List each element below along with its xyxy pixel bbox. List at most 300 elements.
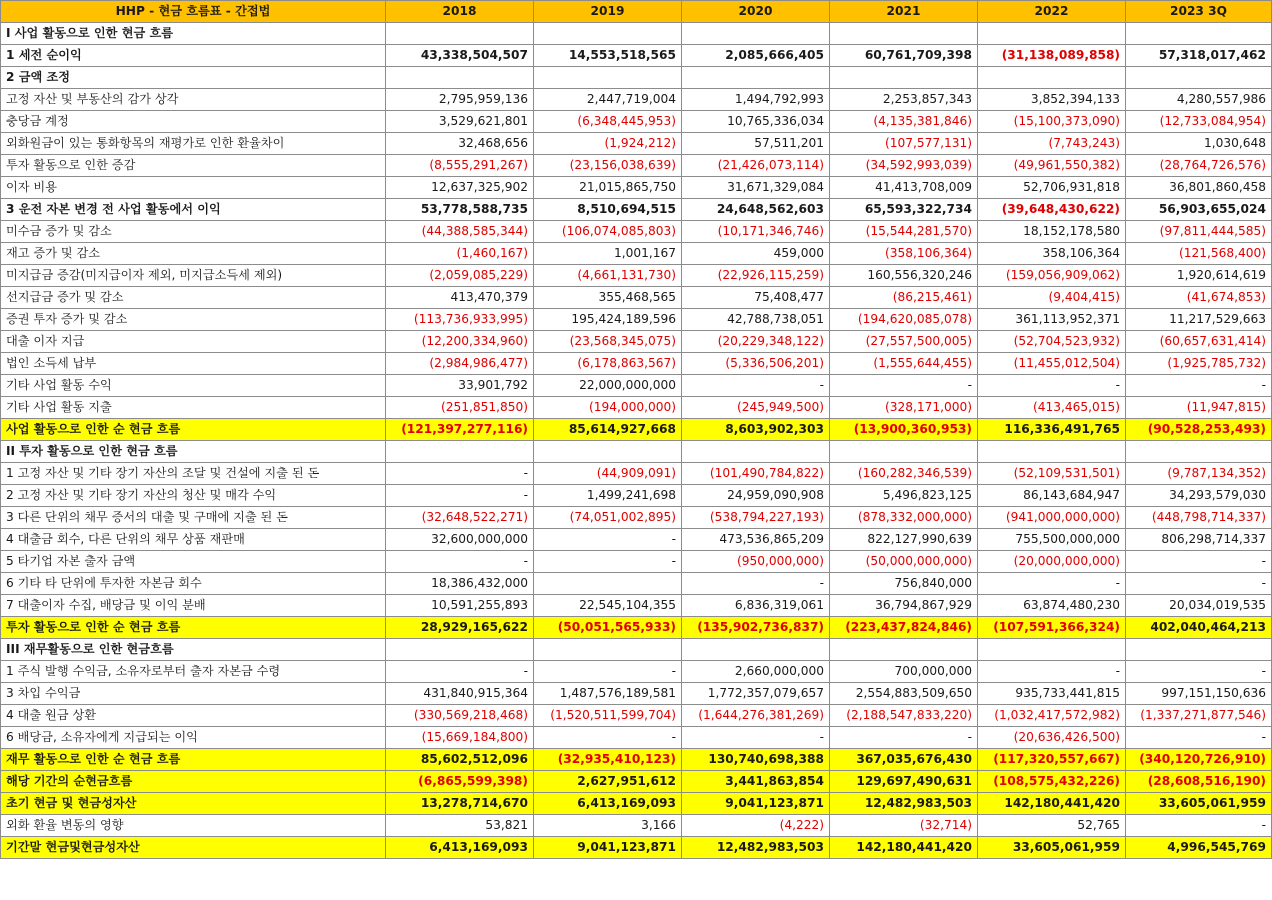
value-cell[interactable]: 34,293,579,030 xyxy=(1126,485,1272,507)
table-row xyxy=(1,111,1272,133)
table-row xyxy=(1,727,1272,749)
value-cell[interactable]: (50,000,000,000) xyxy=(830,551,978,573)
row-label-cell[interactable]: 투자 활동으로 인한 증감 xyxy=(1,155,386,177)
value-cell[interactable]: (340,120,726,910) xyxy=(1126,749,1272,771)
value-cell[interactable]: 21,015,865,750 xyxy=(534,177,682,199)
value-cell[interactable]: (21,426,073,114) xyxy=(682,155,830,177)
value-cell[interactable]: 12,637,325,902 xyxy=(386,177,534,199)
row-label-cell[interactable]: 충당금 계정 xyxy=(1,111,386,133)
value-cell[interactable]: (2,188,547,833,220) xyxy=(830,705,978,727)
table-row xyxy=(1,595,1272,617)
year-header[interactable]: 2020 xyxy=(682,1,830,23)
value-cell[interactable]: 4,996,545,769 xyxy=(1126,837,1272,859)
value-cell[interactable]: 42,788,738,051 xyxy=(682,309,830,331)
value-cell[interactable]: (15,669,184,800) xyxy=(386,727,534,749)
value-cell[interactable] xyxy=(830,639,978,661)
value-cell[interactable]: (448,798,714,337) xyxy=(1126,507,1272,529)
value-cell[interactable]: 18,152,178,580 xyxy=(978,221,1126,243)
value-cell[interactable]: 459,000 xyxy=(682,243,830,265)
value-cell[interactable]: 24,959,090,908 xyxy=(682,485,830,507)
value-cell[interactable] xyxy=(386,23,534,45)
value-cell[interactable]: (49,961,550,382) xyxy=(978,155,1126,177)
value-cell[interactable]: 60,761,709,398 xyxy=(830,45,978,67)
row-label-cell[interactable]: 외화원금이 있는 통화항목의 재평가로 인한 환율차이 xyxy=(1,133,386,155)
value-cell[interactable]: 2,554,883,509,650 xyxy=(830,683,978,705)
value-cell[interactable]: (5,336,506,201) xyxy=(682,353,830,375)
value-cell[interactable]: 22,000,000,000 xyxy=(534,375,682,397)
row-label-cell[interactable]: 법인 소득세 납부 xyxy=(1,353,386,375)
value-cell[interactable]: - xyxy=(1126,661,1272,683)
value-cell[interactable]: - xyxy=(682,375,830,397)
value-cell[interactable]: 195,424,189,596 xyxy=(534,309,682,331)
value-cell[interactable]: 2,795,959,136 xyxy=(386,89,534,111)
header-row xyxy=(1,1,1272,23)
value-cell[interactable]: 56,903,655,024 xyxy=(1126,199,1272,221)
value-cell[interactable] xyxy=(682,441,830,463)
value-cell[interactable]: 997,151,150,636 xyxy=(1126,683,1272,705)
value-cell[interactable]: 2,085,666,405 xyxy=(682,45,830,67)
value-cell[interactable]: (159,056,909,062) xyxy=(978,265,1126,287)
value-cell[interactable]: 1,772,357,079,657 xyxy=(682,683,830,705)
row-label-cell[interactable]: 사업 활동으로 인한 순 현금 흐름 xyxy=(1,419,386,441)
value-cell[interactable]: 33,605,061,959 xyxy=(978,837,1126,859)
row-label-cell[interactable]: 선지급금 증가 및 감소 xyxy=(1,287,386,309)
value-cell[interactable]: (32,648,522,271) xyxy=(386,507,534,529)
value-cell[interactable]: (194,000,000) xyxy=(534,397,682,419)
value-cell[interactable]: (20,000,000,000) xyxy=(978,551,1126,573)
value-cell[interactable]: (32,714) xyxy=(830,815,978,837)
value-cell[interactable]: (1,460,167) xyxy=(386,243,534,265)
value-cell[interactable]: 431,840,915,364 xyxy=(386,683,534,705)
value-cell[interactable]: - xyxy=(534,551,682,573)
table-row xyxy=(1,837,1272,859)
sheet-title[interactable]: HHP - 현금 흐름표 - 간접법 xyxy=(1,1,386,23)
value-cell[interactable]: 5,496,823,125 xyxy=(830,485,978,507)
value-cell[interactable]: (6,178,863,567) xyxy=(534,353,682,375)
value-cell[interactable]: (113,736,933,995) xyxy=(386,309,534,331)
value-cell[interactable]: 2,253,857,343 xyxy=(830,89,978,111)
value-cell[interactable]: (7,743,243) xyxy=(978,133,1126,155)
value-cell[interactable]: 1,487,576,189,581 xyxy=(534,683,682,705)
value-cell[interactable] xyxy=(534,67,682,89)
value-cell[interactable]: 1,494,792,993 xyxy=(682,89,830,111)
value-cell[interactable]: (194,620,085,078) xyxy=(830,309,978,331)
row-label-cell[interactable]: 대출 이자 지급 xyxy=(1,331,386,353)
value-cell[interactable]: 36,801,860,458 xyxy=(1126,177,1272,199)
value-cell[interactable]: 9,041,123,871 xyxy=(682,793,830,815)
value-cell[interactable] xyxy=(1126,67,1272,89)
value-cell[interactable]: (101,490,784,822) xyxy=(682,463,830,485)
value-cell[interactable]: 473,536,865,209 xyxy=(682,529,830,551)
value-cell[interactable] xyxy=(386,441,534,463)
row-label-cell[interactable]: 외화 환율 변동의 영향 xyxy=(1,815,386,837)
value-cell[interactable]: (86,215,461) xyxy=(830,287,978,309)
row-label-cell[interactable]: 3 다른 단위의 채무 증서의 대출 및 구매에 지출 된 돈 xyxy=(1,507,386,529)
value-cell[interactable]: 75,408,477 xyxy=(682,287,830,309)
value-cell[interactable]: 43,338,504,507 xyxy=(386,45,534,67)
table-row xyxy=(1,441,1272,463)
value-cell[interactable]: (107,577,131) xyxy=(830,133,978,155)
value-cell[interactable]: 8,510,694,515 xyxy=(534,199,682,221)
table-row xyxy=(1,45,1272,67)
value-cell[interactable]: (1,555,644,455) xyxy=(830,353,978,375)
value-cell[interactable]: (121,568,400) xyxy=(1126,243,1272,265)
value-cell[interactable]: 130,740,698,388 xyxy=(682,749,830,771)
row-label-cell[interactable]: 6 기타 타 단위에 투자한 자본금 회수 xyxy=(1,573,386,595)
value-cell[interactable]: (12,733,084,954) xyxy=(1126,111,1272,133)
row-label-cell[interactable]: 3 운전 자본 변경 전 사업 활동에서 이익 xyxy=(1,199,386,221)
value-cell[interactable]: 14,553,518,565 xyxy=(534,45,682,67)
value-cell[interactable]: (160,282,346,539) xyxy=(830,463,978,485)
value-cell[interactable]: (23,156,038,639) xyxy=(534,155,682,177)
value-cell[interactable]: 1,920,614,619 xyxy=(1126,265,1272,287)
value-cell[interactable]: 755,500,000,000 xyxy=(978,529,1126,551)
value-cell[interactable]: (31,138,089,858) xyxy=(978,45,1126,67)
value-cell[interactable]: 806,298,714,337 xyxy=(1126,529,1272,551)
row-label-cell[interactable]: 고정 자산 및 부동산의 감가 상각 xyxy=(1,89,386,111)
value-cell[interactable]: 413,470,379 xyxy=(386,287,534,309)
row-label-cell[interactable]: 재무 활동으로 인한 순 현금 흐름 xyxy=(1,749,386,771)
table-row xyxy=(1,573,1272,595)
value-cell[interactable]: 33,901,792 xyxy=(386,375,534,397)
value-cell[interactable]: (12,200,334,960) xyxy=(386,331,534,353)
row-label-cell[interactable]: 해당 기간의 순현금흐름 xyxy=(1,771,386,793)
value-cell[interactable]: - xyxy=(386,485,534,507)
value-cell[interactable]: 31,671,329,084 xyxy=(682,177,830,199)
value-cell[interactable]: (50,051,565,933) xyxy=(534,617,682,639)
value-cell[interactable]: 10,591,255,893 xyxy=(386,595,534,617)
value-cell[interactable]: - xyxy=(978,573,1126,595)
value-cell[interactable] xyxy=(1126,23,1272,45)
value-cell[interactable]: 4,280,557,986 xyxy=(1126,89,1272,111)
row-label-cell[interactable]: 7 대출이자 수집, 배당금 및 이익 분배 xyxy=(1,595,386,617)
value-cell[interactable] xyxy=(830,67,978,89)
value-cell[interactable]: (44,388,585,344) xyxy=(386,221,534,243)
row-label-cell[interactable]: 기타 사업 활동 지출 xyxy=(1,397,386,419)
value-cell[interactable]: (878,332,000,000) xyxy=(830,507,978,529)
value-cell[interactable]: 142,180,441,420 xyxy=(830,837,978,859)
table-row xyxy=(1,661,1272,683)
value-cell[interactable]: 361,113,952,371 xyxy=(978,309,1126,331)
value-cell[interactable]: - xyxy=(682,573,830,595)
value-cell[interactable]: 57,511,201 xyxy=(682,133,830,155)
value-cell[interactable]: 402,040,464,213 xyxy=(1126,617,1272,639)
value-cell[interactable]: (117,320,557,667) xyxy=(978,749,1126,771)
value-cell[interactable]: - xyxy=(682,727,830,749)
value-cell[interactable]: - xyxy=(1126,573,1272,595)
row-label-cell[interactable]: 기타 사업 활동 수익 xyxy=(1,375,386,397)
value-cell[interactable]: (245,949,500) xyxy=(682,397,830,419)
value-cell[interactable]: 2,627,951,612 xyxy=(534,771,682,793)
row-label-cell[interactable]: 이자 비용 xyxy=(1,177,386,199)
value-cell[interactable]: (413,465,015) xyxy=(978,397,1126,419)
value-cell[interactable] xyxy=(534,441,682,463)
value-cell[interactable]: 1,030,648 xyxy=(1126,133,1272,155)
value-cell[interactable]: 12,482,983,503 xyxy=(682,837,830,859)
value-cell[interactable] xyxy=(978,441,1126,463)
value-cell[interactable] xyxy=(386,639,534,661)
value-cell[interactable]: (20,636,426,500) xyxy=(978,727,1126,749)
value-cell[interactable]: 13,278,714,670 xyxy=(386,793,534,815)
value-cell[interactable]: (135,902,736,837) xyxy=(682,617,830,639)
value-cell[interactable]: (34,592,993,039) xyxy=(830,155,978,177)
row-label-cell[interactable]: 기간말 현금및현금성자산 xyxy=(1,837,386,859)
value-cell[interactable] xyxy=(534,573,682,595)
row-label-cell[interactable]: 증권 투자 증가 및 감소 xyxy=(1,309,386,331)
value-cell[interactable]: (4,222) xyxy=(682,815,830,837)
row-label-cell[interactable]: 3 차입 수익금 xyxy=(1,683,386,705)
value-cell[interactable]: 3,852,394,133 xyxy=(978,89,1126,111)
value-cell[interactable]: (10,171,346,746) xyxy=(682,221,830,243)
value-cell[interactable]: 116,336,491,765 xyxy=(978,419,1126,441)
row-label-cell[interactable]: 재고 증가 및 감소 xyxy=(1,243,386,265)
value-cell[interactable]: (4,135,381,846) xyxy=(830,111,978,133)
table-row xyxy=(1,309,1272,331)
value-cell[interactable]: - xyxy=(1126,551,1272,573)
value-cell[interactable]: - xyxy=(534,529,682,551)
value-cell[interactable]: (22,926,115,259) xyxy=(682,265,830,287)
value-cell[interactable]: 358,106,364 xyxy=(978,243,1126,265)
table-row xyxy=(1,683,1272,705)
table-row xyxy=(1,815,1272,837)
value-cell[interactable]: 65,593,322,734 xyxy=(830,199,978,221)
value-cell[interactable]: (20,229,348,122) xyxy=(682,331,830,353)
value-cell[interactable]: 935,733,441,815 xyxy=(978,683,1126,705)
value-cell[interactable]: 1,499,241,698 xyxy=(534,485,682,507)
row-label-cell[interactable]: 1 주식 발행 수익금, 소유자로부터 출자 자본금 수령 xyxy=(1,661,386,683)
value-cell[interactable]: 8,603,902,303 xyxy=(682,419,830,441)
value-cell[interactable]: (9,787,134,352) xyxy=(1126,463,1272,485)
value-cell[interactable]: (13,900,360,953) xyxy=(830,419,978,441)
value-cell[interactable]: (1,644,276,381,269) xyxy=(682,705,830,727)
value-cell[interactable]: 28,929,165,622 xyxy=(386,617,534,639)
value-cell[interactable]: (52,704,523,932) xyxy=(978,331,1126,353)
value-cell[interactable]: 57,318,017,462 xyxy=(1126,45,1272,67)
value-cell[interactable]: (106,074,085,803) xyxy=(534,221,682,243)
value-cell[interactable]: (28,764,726,576) xyxy=(1126,155,1272,177)
value-cell[interactable]: 129,697,490,631 xyxy=(830,771,978,793)
value-cell[interactable]: 52,765 xyxy=(978,815,1126,837)
value-cell[interactable]: 142,180,441,420 xyxy=(978,793,1126,815)
year-header[interactable]: 2022 xyxy=(978,1,1126,23)
table-row xyxy=(1,705,1272,727)
value-cell[interactable]: 822,127,990,639 xyxy=(830,529,978,551)
value-cell[interactable]: 20,034,019,535 xyxy=(1126,595,1272,617)
value-cell[interactable]: (52,109,531,501) xyxy=(978,463,1126,485)
value-cell[interactable]: (328,171,000) xyxy=(830,397,978,419)
value-cell[interactable]: (223,437,824,846) xyxy=(830,617,978,639)
table-row xyxy=(1,397,1272,419)
value-cell[interactable]: 22,545,104,355 xyxy=(534,595,682,617)
value-cell[interactable]: (11,455,012,504) xyxy=(978,353,1126,375)
value-cell[interactable] xyxy=(978,639,1126,661)
row-label-cell[interactable]: 미수금 증가 및 감소 xyxy=(1,221,386,243)
value-cell[interactable]: 32,600,000,000 xyxy=(386,529,534,551)
value-cell[interactable]: 3,441,863,854 xyxy=(682,771,830,793)
value-cell[interactable]: (15,544,281,570) xyxy=(830,221,978,243)
value-cell[interactable]: - xyxy=(830,375,978,397)
value-cell[interactable]: (11,947,815) xyxy=(1126,397,1272,419)
value-cell[interactable]: - xyxy=(1126,375,1272,397)
value-cell[interactable]: 6,413,169,093 xyxy=(386,837,534,859)
value-cell[interactable]: 6,413,169,093 xyxy=(534,793,682,815)
value-cell[interactable] xyxy=(978,23,1126,45)
value-cell[interactable]: 2,447,719,004 xyxy=(534,89,682,111)
value-cell[interactable]: 3,166 xyxy=(534,815,682,837)
value-cell[interactable] xyxy=(682,639,830,661)
value-cell[interactable]: 9,041,123,871 xyxy=(534,837,682,859)
value-cell[interactable]: (121,397,277,116) xyxy=(386,419,534,441)
value-cell[interactable]: 700,000,000 xyxy=(830,661,978,683)
row-label-cell[interactable]: 투자 활동으로 인한 순 현금 흐름 xyxy=(1,617,386,639)
value-cell[interactable]: (1,337,271,877,546) xyxy=(1126,705,1272,727)
row-label-cell[interactable]: III 재무활동으로 인한 현금흐름 xyxy=(1,639,386,661)
value-cell[interactable]: 32,468,656 xyxy=(386,133,534,155)
value-cell[interactable]: 10,765,336,034 xyxy=(682,111,830,133)
row-label-cell[interactable]: 6 배당금, 소유자에게 지급되는 이익 xyxy=(1,727,386,749)
row-label-cell[interactable]: 미지급금 증감(미지급이자 제외, 미지급소득세 제외) xyxy=(1,265,386,287)
table-row xyxy=(1,243,1272,265)
value-cell[interactable]: - xyxy=(386,551,534,573)
table-row xyxy=(1,199,1272,221)
table-row xyxy=(1,507,1272,529)
value-cell[interactable]: (6,865,599,398) xyxy=(386,771,534,793)
value-cell[interactable]: (108,575,432,226) xyxy=(978,771,1126,793)
table-row xyxy=(1,463,1272,485)
row-label-cell[interactable]: 5 타기업 자본 출자 금액 xyxy=(1,551,386,573)
value-cell[interactable]: (28,608,516,190) xyxy=(1126,771,1272,793)
value-cell[interactable]: 355,468,565 xyxy=(534,287,682,309)
value-cell[interactable] xyxy=(830,23,978,45)
value-cell[interactable]: - xyxy=(1126,727,1272,749)
value-cell[interactable]: - xyxy=(534,661,682,683)
value-cell[interactable]: (4,661,131,730) xyxy=(534,265,682,287)
value-cell[interactable] xyxy=(830,441,978,463)
table-row xyxy=(1,749,1272,771)
value-cell[interactable]: - xyxy=(1126,815,1272,837)
value-cell[interactable]: (330,569,218,468) xyxy=(386,705,534,727)
value-cell[interactable] xyxy=(682,67,830,89)
table-row xyxy=(1,67,1272,89)
table-row xyxy=(1,23,1272,45)
value-cell[interactable]: 6,836,319,061 xyxy=(682,595,830,617)
value-cell[interactable]: - xyxy=(386,661,534,683)
year-header[interactable]: 2019 xyxy=(534,1,682,23)
value-cell[interactable]: (107,591,366,324) xyxy=(978,617,1126,639)
value-cell[interactable]: 11,217,529,663 xyxy=(1126,309,1272,331)
value-cell[interactable]: - xyxy=(830,727,978,749)
value-cell[interactable]: 53,821 xyxy=(386,815,534,837)
value-cell[interactable]: (950,000,000) xyxy=(682,551,830,573)
value-cell[interactable]: - xyxy=(978,375,1126,397)
row-label-cell[interactable]: 1 세전 순이익 xyxy=(1,45,386,67)
value-cell[interactable]: (941,000,000,000) xyxy=(978,507,1126,529)
value-cell[interactable]: 1,001,167 xyxy=(534,243,682,265)
row-label-cell[interactable]: II 투자 활동으로 인한 현금 흐름 xyxy=(1,441,386,463)
value-cell[interactable] xyxy=(534,639,682,661)
value-cell[interactable]: (9,404,415) xyxy=(978,287,1126,309)
year-header[interactable]: 2023 3Q xyxy=(1126,1,1272,23)
value-cell[interactable]: (27,557,500,005) xyxy=(830,331,978,353)
value-cell[interactable]: (2,984,986,477) xyxy=(386,353,534,375)
value-cell[interactable]: (41,674,853) xyxy=(1126,287,1272,309)
table-row xyxy=(1,221,1272,243)
table-row xyxy=(1,793,1272,815)
value-cell[interactable]: (15,100,373,090) xyxy=(978,111,1126,133)
value-cell[interactable]: (8,555,291,267) xyxy=(386,155,534,177)
value-cell[interactable]: 3,529,621,801 xyxy=(386,111,534,133)
value-cell[interactable] xyxy=(1126,639,1272,661)
value-cell[interactable]: (1,520,511,599,704) xyxy=(534,705,682,727)
value-cell[interactable]: 85,602,512,096 xyxy=(386,749,534,771)
year-header[interactable]: 2018 xyxy=(386,1,534,23)
row-label-cell[interactable]: 초기 현금 및 현금성자산 xyxy=(1,793,386,815)
value-cell[interactable]: 756,840,000 xyxy=(830,573,978,595)
value-cell[interactable]: (251,851,850) xyxy=(386,397,534,419)
value-cell[interactable]: 18,386,432,000 xyxy=(386,573,534,595)
value-cell[interactable]: (1,925,785,732) xyxy=(1126,353,1272,375)
value-cell[interactable]: 160,556,320,246 xyxy=(830,265,978,287)
value-cell[interactable] xyxy=(386,67,534,89)
value-cell[interactable] xyxy=(534,23,682,45)
row-label-cell[interactable]: 2 고정 자산 및 기타 장기 자산의 청산 및 매각 수익 xyxy=(1,485,386,507)
value-cell[interactable]: - xyxy=(386,463,534,485)
row-label-cell[interactable]: I 사업 활동으로 인한 현금 흐름 xyxy=(1,23,386,45)
value-cell[interactable]: (32,935,410,123) xyxy=(534,749,682,771)
value-cell[interactable]: (74,051,002,895) xyxy=(534,507,682,529)
table-row xyxy=(1,375,1272,397)
value-cell[interactable]: - xyxy=(534,727,682,749)
value-cell[interactable]: (1,032,417,572,982) xyxy=(978,705,1126,727)
value-cell[interactable]: 53,778,588,735 xyxy=(386,199,534,221)
row-label-cell[interactable]: 2 금액 조정 xyxy=(1,67,386,89)
table-row xyxy=(1,177,1272,199)
table-row xyxy=(1,617,1272,639)
value-cell[interactable]: 367,035,676,430 xyxy=(830,749,978,771)
value-cell[interactable]: (23,568,345,075) xyxy=(534,331,682,353)
value-cell[interactable]: (97,811,444,585) xyxy=(1126,221,1272,243)
value-cell[interactable]: 12,482,983,503 xyxy=(830,793,978,815)
value-cell[interactable]: 36,794,867,929 xyxy=(830,595,978,617)
value-cell[interactable] xyxy=(682,23,830,45)
row-label-cell[interactable]: 4 대출 원금 상환 xyxy=(1,705,386,727)
value-cell[interactable]: - xyxy=(978,661,1126,683)
value-cell[interactable]: (39,648,430,622) xyxy=(978,199,1126,221)
value-cell[interactable]: (358,106,364) xyxy=(830,243,978,265)
value-cell[interactable]: 85,614,927,668 xyxy=(534,419,682,441)
value-cell[interactable]: (60,657,631,414) xyxy=(1126,331,1272,353)
value-cell[interactable] xyxy=(978,67,1126,89)
value-cell[interactable]: (90,528,253,493) xyxy=(1126,419,1272,441)
value-cell[interactable]: 33,605,061,959 xyxy=(1126,793,1272,815)
value-cell[interactable]: 86,143,684,947 xyxy=(978,485,1126,507)
row-label-cell[interactable]: 1 고정 자산 및 기타 장기 자산의 조달 및 건설에 지출 된 돈 xyxy=(1,463,386,485)
value-cell[interactable]: (44,909,091) xyxy=(534,463,682,485)
value-cell[interactable]: 24,648,562,603 xyxy=(682,199,830,221)
value-cell[interactable]: (2,059,085,229) xyxy=(386,265,534,287)
value-cell[interactable]: 63,874,480,230 xyxy=(978,595,1126,617)
value-cell[interactable]: (1,924,212) xyxy=(534,133,682,155)
value-cell[interactable]: (538,794,227,193) xyxy=(682,507,830,529)
value-cell[interactable]: (6,348,445,953) xyxy=(534,111,682,133)
table-row xyxy=(1,771,1272,793)
value-cell[interactable] xyxy=(1126,441,1272,463)
value-cell[interactable]: 52,706,931,818 xyxy=(978,177,1126,199)
row-label-cell[interactable]: 4 대출금 회수, 다른 단위의 채무 상품 재판매 xyxy=(1,529,386,551)
value-cell[interactable]: 2,660,000,000 xyxy=(682,661,830,683)
year-header[interactable]: 2021 xyxy=(830,1,978,23)
value-cell[interactable]: 41,413,708,009 xyxy=(830,177,978,199)
